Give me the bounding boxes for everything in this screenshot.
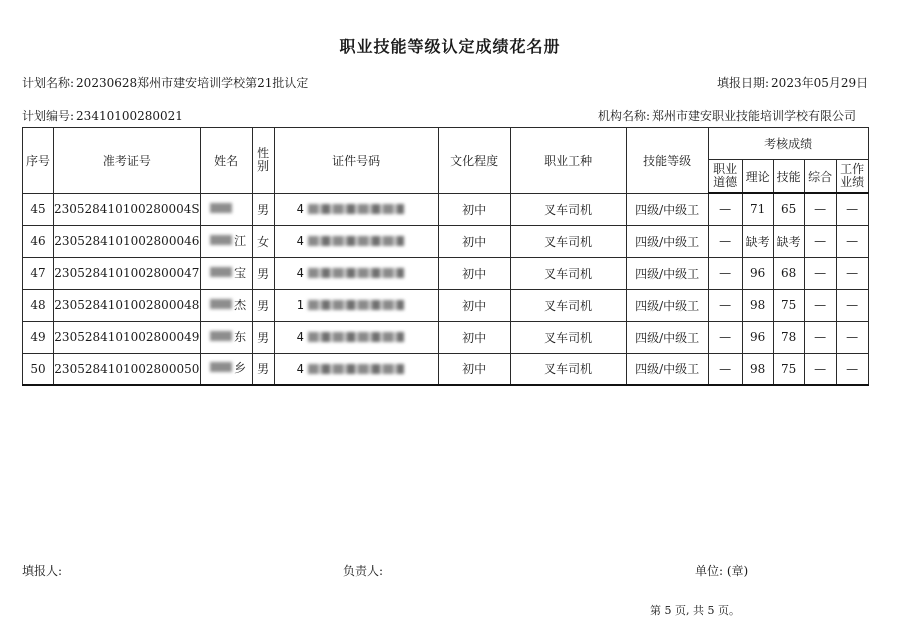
cell-skill: 75 bbox=[773, 289, 804, 321]
cell-skill: 缺考 bbox=[773, 225, 804, 257]
cell-job: 叉车司机 bbox=[510, 225, 626, 257]
redaction-block bbox=[210, 299, 232, 309]
cell-general: — bbox=[804, 257, 836, 289]
cell-name-redacted bbox=[200, 353, 252, 385]
cell-job: 叉车司机 bbox=[510, 193, 626, 225]
cell-exam-no: 2305284101002800047 bbox=[54, 257, 201, 289]
footer-unit: 单位: (章) bbox=[695, 564, 749, 578]
redacted-name bbox=[206, 329, 246, 343]
cell-theory: 71 bbox=[742, 193, 773, 225]
cell-level: 四级/中级工 bbox=[626, 321, 708, 353]
id-prefix: 4 bbox=[296, 201, 304, 216]
cell-ethics: — bbox=[708, 289, 742, 321]
cell-skill: 65 bbox=[773, 193, 804, 225]
plan-name bbox=[22, 74, 308, 91]
cell-ethics: — bbox=[708, 321, 742, 353]
cell-education: 初中 bbox=[438, 289, 510, 321]
cell-work: — bbox=[836, 257, 868, 289]
id-prefix: 4 bbox=[296, 329, 304, 344]
organization-value: 郑州市建安职业技能培训学校有限公司 bbox=[652, 109, 857, 123]
redaction-block bbox=[308, 300, 404, 310]
cell-level: 四级/中级工 bbox=[626, 289, 708, 321]
redacted-id bbox=[308, 298, 408, 312]
id-prefix: 1 bbox=[296, 297, 304, 312]
header-education: 文化程度 bbox=[438, 128, 510, 194]
cell-general: — bbox=[804, 353, 836, 385]
plan-name-value: 20230628郑州市建安培训学校第21批认定 bbox=[76, 76, 309, 90]
score-roster-table bbox=[22, 127, 869, 386]
cell-ethics: — bbox=[708, 193, 742, 225]
header-name: 姓名 bbox=[200, 128, 252, 194]
cell-theory: 缺考 bbox=[742, 225, 773, 257]
id-prefix: 4 bbox=[296, 361, 304, 376]
cell-skill: 78 bbox=[773, 321, 804, 353]
table-row bbox=[23, 353, 869, 385]
redacted-id bbox=[308, 234, 408, 248]
footer-owner: 负责人: bbox=[343, 564, 384, 578]
cell-general: — bbox=[804, 289, 836, 321]
id-prefix: 4 bbox=[296, 233, 304, 248]
cell-theory: 98 bbox=[742, 353, 773, 385]
header-general: 综合 bbox=[804, 160, 836, 194]
cell-level: 四级/中级工 bbox=[626, 257, 708, 289]
cell-name-redacted bbox=[200, 289, 252, 321]
plan-name-label: 计划名称: bbox=[22, 76, 75, 90]
cell-gender: 男 bbox=[252, 353, 274, 385]
redacted-name bbox=[206, 201, 246, 215]
cell-exam-no: 2305284101002800050 bbox=[54, 353, 201, 385]
table-row bbox=[23, 321, 869, 353]
name-visible-char: 江 bbox=[234, 233, 247, 248]
fill-date-value: 2023年05月29日 bbox=[771, 76, 869, 90]
cell-seq: 49 bbox=[23, 321, 54, 353]
header-ethics: 职业道德 bbox=[708, 160, 742, 194]
table-row bbox=[23, 289, 869, 321]
cell-name-redacted bbox=[200, 257, 252, 289]
cell-job: 叉车司机 bbox=[510, 321, 626, 353]
cell-exam-no: 2305284101002800046 bbox=[54, 225, 201, 257]
cell-theory: 96 bbox=[742, 321, 773, 353]
cell-education: 初中 bbox=[438, 353, 510, 385]
cell-id-redacted bbox=[274, 289, 438, 321]
document-title: 职业技能等级认定成绩花名册 bbox=[339, 37, 561, 56]
cell-id-redacted bbox=[274, 225, 438, 257]
cell-general: — bbox=[804, 321, 836, 353]
redacted-name bbox=[206, 297, 246, 311]
page-info: 第 5 页, 共 5 页。 bbox=[650, 604, 740, 617]
organization-label: 机构名称: bbox=[598, 109, 651, 123]
table-row bbox=[23, 193, 869, 225]
name-visible-char: 杰 bbox=[234, 297, 247, 312]
table-row bbox=[23, 257, 869, 289]
header-level: 技能等级 bbox=[626, 128, 708, 194]
cell-gender: 男 bbox=[252, 289, 274, 321]
cell-seq: 50 bbox=[23, 353, 54, 385]
redaction-block bbox=[308, 364, 404, 374]
cell-education: 初中 bbox=[438, 257, 510, 289]
cell-work: — bbox=[836, 225, 868, 257]
redacted-id bbox=[308, 202, 408, 216]
header-scores-group: 考核成绩 bbox=[708, 128, 868, 160]
cell-gender: 男 bbox=[252, 257, 274, 289]
cell-ethics: — bbox=[708, 353, 742, 385]
cell-theory: 96 bbox=[742, 257, 773, 289]
header-id-no: 证件号码 bbox=[274, 128, 438, 194]
cell-id-redacted bbox=[274, 257, 438, 289]
cell-job: 叉车司机 bbox=[510, 353, 626, 385]
redaction-block bbox=[210, 203, 232, 213]
cell-id-redacted bbox=[274, 353, 438, 385]
redaction-block bbox=[308, 332, 404, 342]
footer-filler: 填报人: bbox=[22, 564, 63, 578]
redacted-name bbox=[206, 265, 246, 279]
cell-name-redacted bbox=[200, 225, 252, 257]
cell-ethics: — bbox=[708, 257, 742, 289]
plan-number-value: 23410100280021 bbox=[76, 109, 183, 123]
cell-ethics: — bbox=[708, 225, 742, 257]
cell-education: 初中 bbox=[438, 225, 510, 257]
cell-skill: 75 bbox=[773, 353, 804, 385]
cell-seq: 46 bbox=[23, 225, 54, 257]
cell-education: 初中 bbox=[438, 193, 510, 225]
cell-name-redacted bbox=[200, 321, 252, 353]
cell-gender: 男 bbox=[252, 321, 274, 353]
cell-work: — bbox=[836, 193, 868, 225]
redacted-name bbox=[206, 233, 246, 247]
cell-level: 四级/中级工 bbox=[626, 353, 708, 385]
header-theory: 理论 bbox=[742, 160, 773, 194]
cell-level: 四级/中级工 bbox=[626, 193, 708, 225]
cell-general: — bbox=[804, 225, 836, 257]
cell-work: — bbox=[836, 289, 868, 321]
id-prefix: 4 bbox=[296, 265, 304, 280]
cell-gender: 男 bbox=[252, 193, 274, 225]
cell-skill: 68 bbox=[773, 257, 804, 289]
cell-education: 初中 bbox=[438, 321, 510, 353]
cell-job: 叉车司机 bbox=[510, 257, 626, 289]
cell-general: — bbox=[804, 193, 836, 225]
header-seq: 序号 bbox=[23, 128, 54, 194]
header-gender: 性别 bbox=[252, 128, 274, 194]
cell-exam-no: 230528410100280004S bbox=[54, 193, 201, 225]
cell-level: 四级/中级工 bbox=[626, 225, 708, 257]
redaction-block bbox=[210, 267, 232, 277]
cell-gender: 女 bbox=[252, 225, 274, 257]
header-skill: 技能 bbox=[773, 160, 804, 194]
cell-seq: 45 bbox=[23, 193, 54, 225]
cell-seq: 47 bbox=[23, 257, 54, 289]
redaction-block bbox=[308, 268, 404, 278]
header-exam-no: 准考证号 bbox=[54, 128, 201, 194]
plan-number-label: 计划编号: bbox=[22, 109, 75, 123]
header-row bbox=[23, 128, 869, 160]
cell-job: 叉车司机 bbox=[510, 289, 626, 321]
cell-id-redacted bbox=[274, 193, 438, 225]
redacted-id bbox=[308, 362, 408, 376]
name-visible-char: 东 bbox=[234, 329, 247, 344]
redaction-block bbox=[210, 235, 232, 245]
redaction-block bbox=[308, 236, 404, 246]
cell-exam-no: 2305284101002800049 bbox=[54, 321, 201, 353]
cell-theory: 98 bbox=[742, 289, 773, 321]
cell-work: — bbox=[836, 353, 868, 385]
organization bbox=[598, 107, 856, 124]
cell-seq: 48 bbox=[23, 289, 54, 321]
redacted-id bbox=[308, 330, 408, 344]
header-work: 工作业绩 bbox=[836, 160, 868, 194]
redaction-block bbox=[210, 362, 232, 372]
redaction-block bbox=[210, 331, 232, 341]
name-visible-char: 宝 bbox=[234, 265, 247, 280]
fill-date bbox=[717, 74, 868, 91]
cell-work: — bbox=[836, 321, 868, 353]
redaction-block bbox=[308, 204, 404, 214]
plan-number bbox=[22, 107, 183, 124]
redacted-id bbox=[308, 266, 408, 280]
redacted-name bbox=[206, 360, 246, 374]
cell-name-redacted bbox=[200, 193, 252, 225]
table-row bbox=[23, 225, 869, 257]
name-visible-char: 乡 bbox=[234, 361, 247, 376]
cell-id-redacted bbox=[274, 321, 438, 353]
header-job: 职业工种 bbox=[510, 128, 626, 194]
cell-exam-no: 2305284101002800048 bbox=[54, 289, 201, 321]
fill-date-label: 填报日期: bbox=[717, 76, 770, 90]
